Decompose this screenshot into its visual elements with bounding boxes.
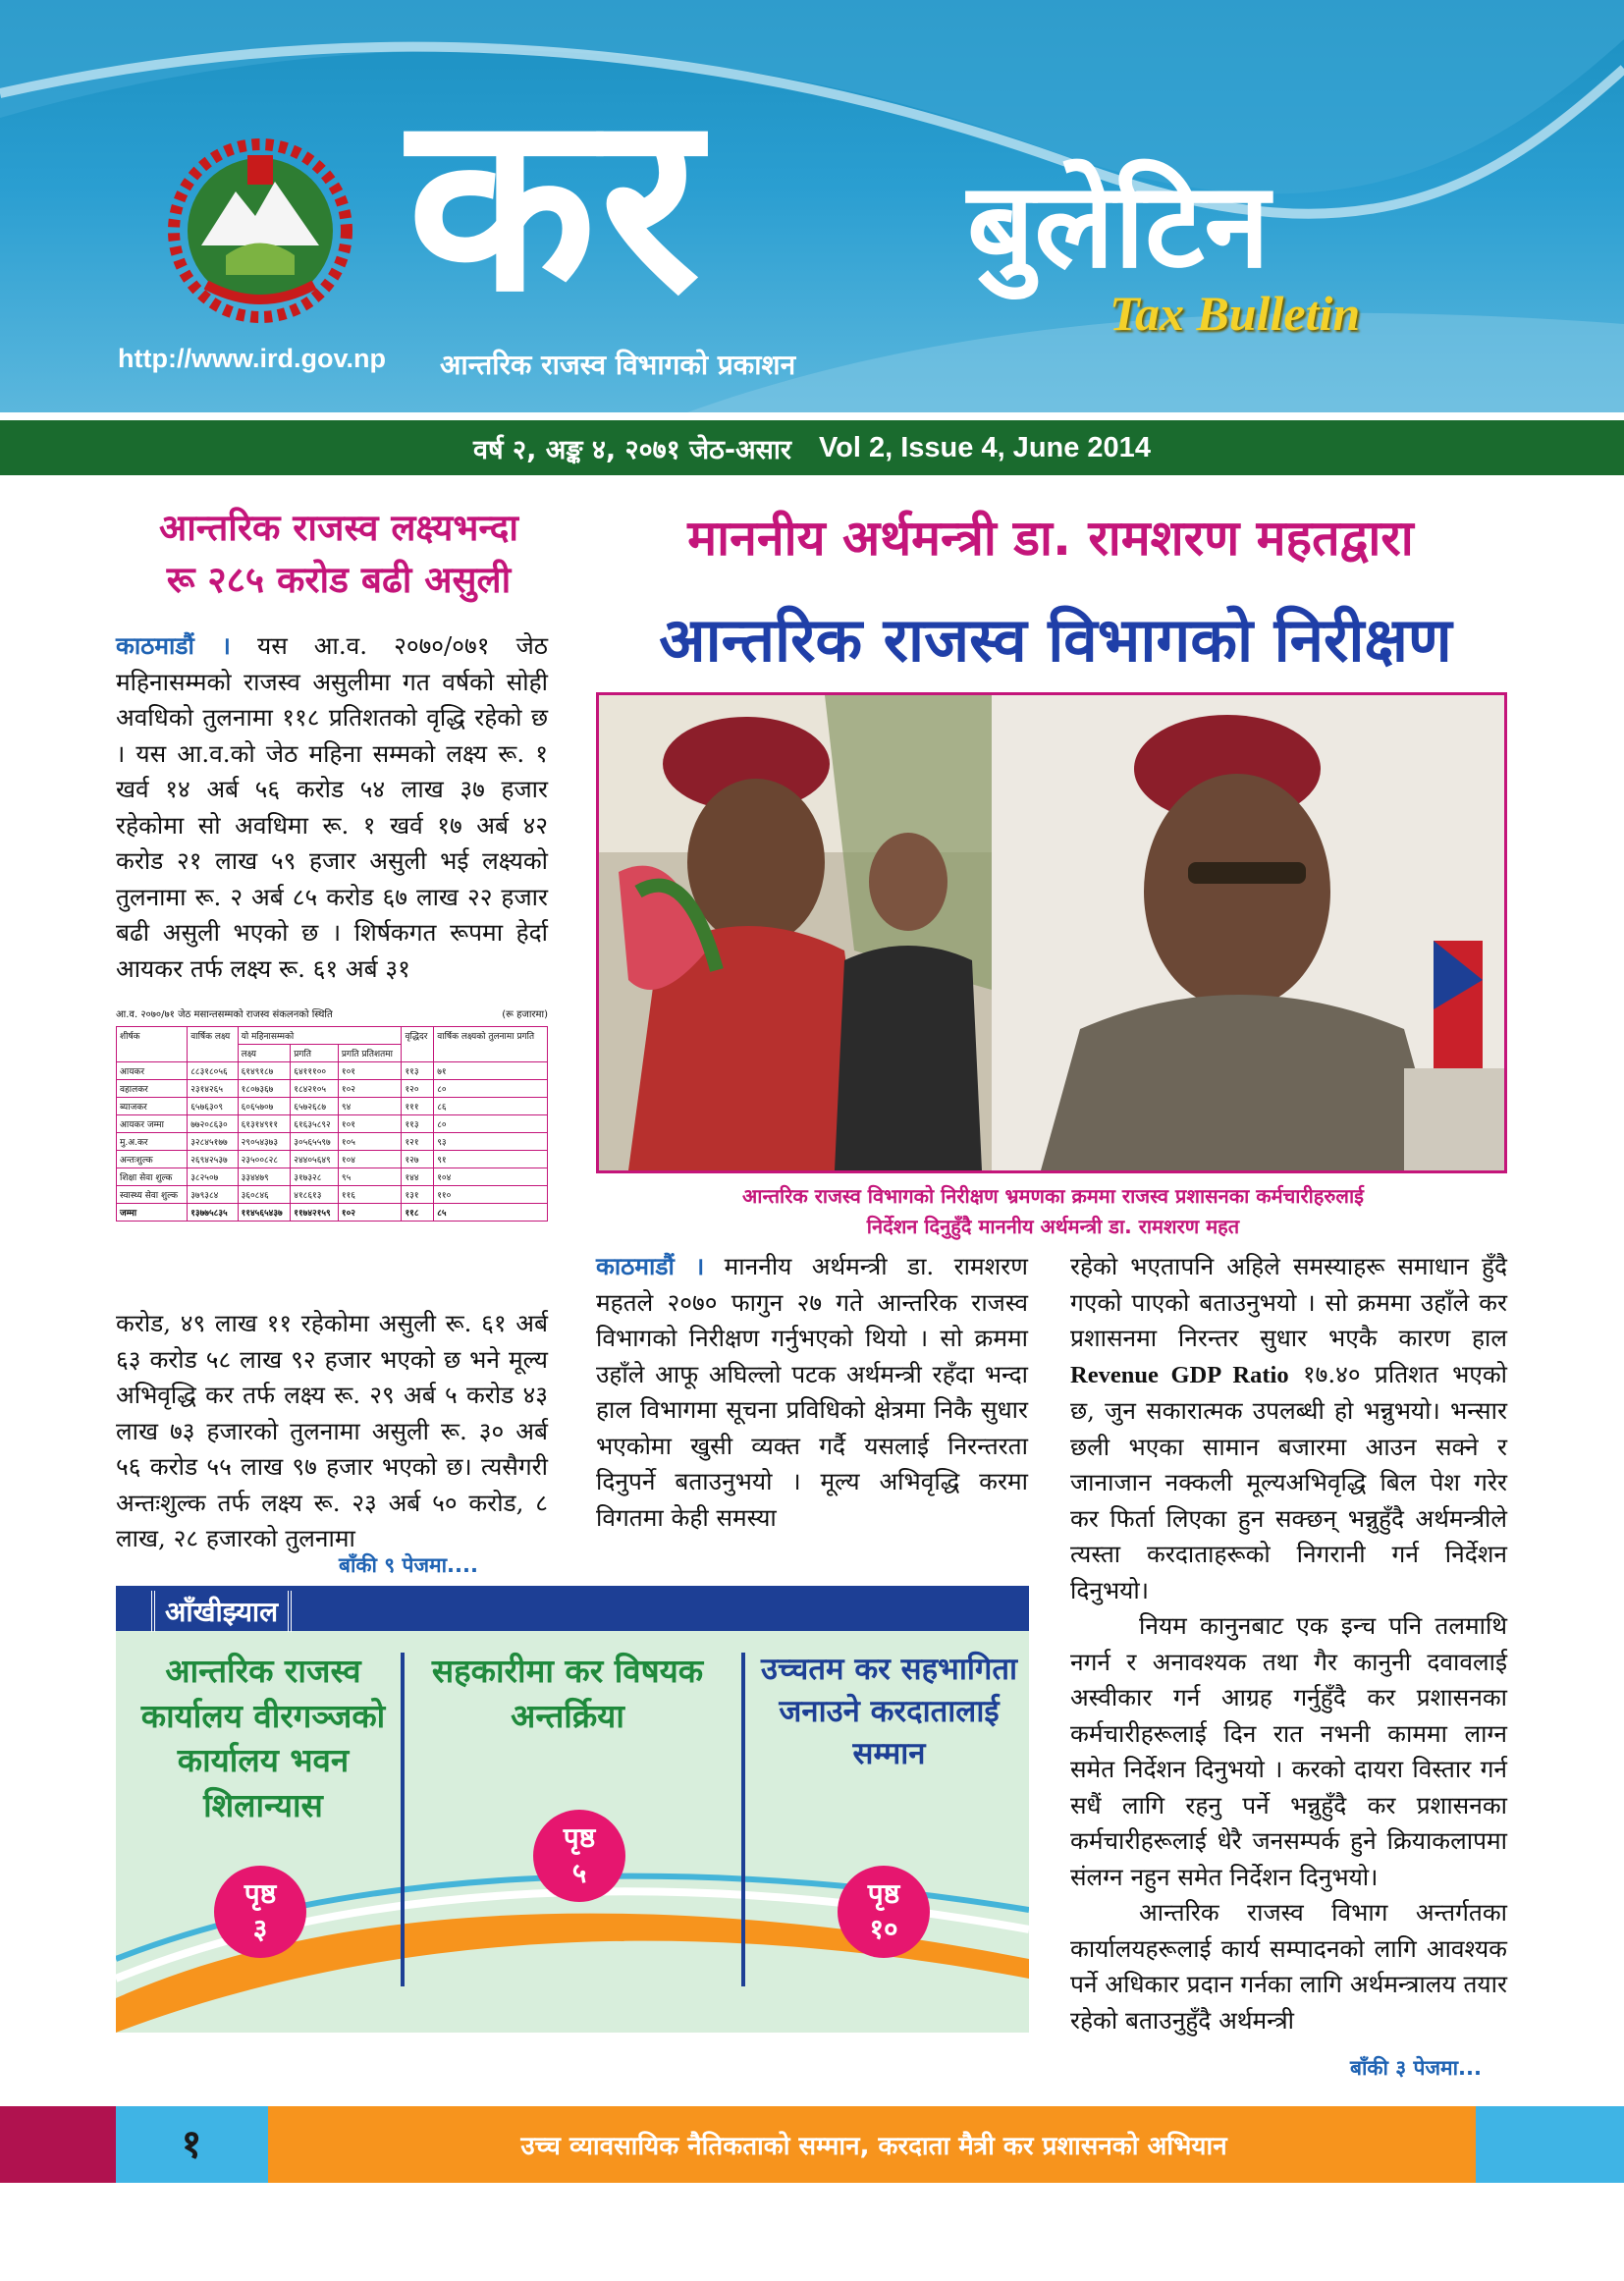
table-cell: ६१६३५८९२ bbox=[291, 1115, 339, 1133]
page-badge-3[interactable] bbox=[214, 1866, 306, 1958]
table-subheader: प्रगति प्रतिशतमा bbox=[338, 1045, 402, 1062]
table-unit: (रू हजारमा) bbox=[502, 1009, 548, 1020]
left-article-body-2 bbox=[116, 1306, 548, 1557]
main-dateline: काठमाडौं । bbox=[596, 1252, 705, 1280]
table-cell: ११६ bbox=[338, 1186, 402, 1204]
table-cell: मु.अ.कर bbox=[117, 1133, 188, 1151]
table-cell: ६०६५७०७ bbox=[238, 1098, 291, 1115]
main-continued-link[interactable]: बाँकी ३ पेजमा... bbox=[1350, 2056, 1482, 2080]
photo-caption-line2: निर्देशन दिनुहुँदै माननीय अर्थमन्त्री डा. रामशरण महत bbox=[866, 1215, 1240, 1238]
table-cell: ८० bbox=[434, 1115, 548, 1133]
table-title: आ.व. २०७०/७१ जेठ मसान्तसम्मको राजस्व संकलनको स्थिति bbox=[116, 1009, 333, 1020]
footer-crimson-segment bbox=[0, 2106, 116, 2183]
photo-caption bbox=[599, 1181, 1507, 1242]
teaser-window bbox=[116, 1586, 1029, 2033]
table-header: शीर्षक bbox=[117, 1027, 188, 1062]
main-headline-line2: आन्तरिक राजस्व विभागको निरीक्षण bbox=[659, 604, 1452, 676]
table-cell: १०२ bbox=[338, 1080, 402, 1098]
table-cell: ११० bbox=[434, 1186, 548, 1204]
table-cell: स्वास्थ्य सेवा शुल्क bbox=[117, 1186, 188, 1204]
table-cell: १२० bbox=[402, 1080, 434, 1098]
masthead-subtitle: बुलेटिन bbox=[967, 156, 1271, 295]
table-cell: ८८३१८०५६ bbox=[188, 1062, 238, 1080]
table-cell: ७१ bbox=[434, 1062, 548, 1080]
table-cell: २३१४२६५ bbox=[188, 1080, 238, 1098]
gdp-ratio-term: Revenue GDP Ratio bbox=[1070, 1361, 1289, 1388]
table-row bbox=[117, 1098, 548, 1115]
issue-english: Vol 2, Issue 4, June 2014 bbox=[818, 431, 1151, 463]
table-cell: १०१ bbox=[338, 1115, 402, 1133]
table-cell: २६९४२५३७ bbox=[188, 1151, 238, 1168]
table-cell: १०२ bbox=[338, 1204, 402, 1222]
table-cell: २९०५४३७३ bbox=[238, 1133, 291, 1151]
table-row bbox=[117, 1080, 548, 1098]
table-cell: १४४ bbox=[402, 1168, 434, 1186]
table-cell: १०४ bbox=[338, 1151, 402, 1168]
table-cell: ११३ bbox=[402, 1062, 434, 1080]
table-header-row bbox=[117, 1027, 548, 1045]
table-cell: १०१ bbox=[338, 1062, 402, 1080]
left-body-text-1: यस आ.व. २०७०/०७१ जेठ महिनासम्मको राजस्व असुलीमा गत वर्षको सोही अवधिको तुलनामा ११८ प्रतिशतको वृद्धि रहेको छ । यस आ.व.को जेठ महिना सम्मको लक्ष्य रू. १ खर्व १४ अर्ब ५६ करोड ५४ लाख ३७ हजार रहेकोमा सो अवधिमा रू. १ खर्व १७ अर्ब ४२ करोड २१ लाख ५९ हजार असुली भई लक्ष्यको तुलनामा रू. २ अर्ब ८५ करोड ६७ लाख २२ हजार बढी असुली भएको छ । शिर्षकगत रूपमा हेर्दा आयकर तर्फ लक्ष्य रू. ६१ अर्ब ३१ bbox=[116, 631, 548, 983]
footer-slogan: उच्च व्यावसायिक नैतिकताको सम्मान, करदाता मैत्री कर प्रशासनको अभियान bbox=[520, 2132, 1227, 2161]
main-body-col2-p3: आन्तरिक राजस्व विभाग अन्तर्गतका कार्यालयहरूलाई कार्य सम्पादनको लागि आवश्यक पर्ने अधिकार प्रदान गर्नका लागि अर्थमन्त्रालय तयार रहेको बताउनुहुँदै अर्थमन्त्री bbox=[1070, 1898, 1507, 2035]
table-cell: १३१ bbox=[402, 1186, 434, 1204]
main-article-col2 bbox=[1070, 1249, 1507, 2038]
table-cell: आयकर bbox=[117, 1062, 188, 1080]
table-cell: ३०५६५५९७ bbox=[291, 1133, 339, 1151]
teaser-divider bbox=[741, 1653, 745, 1986]
table-cell: ३१७३२८ bbox=[291, 1168, 339, 1186]
masthead-english-title: Tax Bulletin bbox=[1110, 286, 1361, 341]
table-row bbox=[117, 1168, 548, 1186]
page-badge-10[interactable] bbox=[838, 1866, 930, 1958]
page-badge-label: पृष्ठ bbox=[244, 1876, 277, 1910]
table-header: वार्षिक लक्ष्य bbox=[188, 1027, 238, 1062]
photo-caption-line1: आन्तरिक राजस्व विभागको निरीक्षण भ्रमणका क्रममा राजस्व प्रशासनका कर्मचारीहरुलाई bbox=[742, 1184, 1364, 1208]
masthead bbox=[0, 0, 1624, 412]
teaser-birgunj[interactable] bbox=[116, 1649, 410, 1827]
nepal-government-emblem-icon bbox=[167, 137, 353, 324]
table-cell: ३६०८४६ bbox=[238, 1186, 291, 1204]
left-dateline: काठमाडौं । bbox=[116, 631, 231, 660]
page-badge-label: पृष्ठ bbox=[867, 1876, 900, 1910]
table-cell: शिक्षा सेवा शुल्क bbox=[117, 1168, 188, 1186]
main-body-col1: माननीय अर्थमन्त्री डा. रामशरण महतले २०७० फागुन २७ गते आन्तरिक राजस्व विभागको निरीक्षण गर्नुभएको थियो । सो क्रममा उहाँले आफू अघिल्लो पटक अर्थमन्त्री रहँदा भन्दा हाल विभागमा सूचना प्रविधिको क्षेत्रमा निकै सुधार भएकोमा खुसी व्यक्त गर्दै यसलाई निरन्तरता दिनुपर्ने बताउनुभयो । मूल्य अभिवृद्धि करमा विगतमा केही समस्या bbox=[596, 1252, 1028, 1532]
table-cell: १११ bbox=[402, 1098, 434, 1115]
website-link[interactable]: http://www.ird.gov.np bbox=[118, 344, 386, 373]
table-row bbox=[117, 1115, 548, 1133]
table-body bbox=[117, 1062, 548, 1222]
table-subheader: लक्ष्य bbox=[238, 1045, 291, 1062]
table-cell: २४४०५६४९ bbox=[291, 1151, 339, 1168]
table-cell: ७७२०८६३० bbox=[188, 1115, 238, 1133]
page-badge-label: पृष्ठ bbox=[563, 1820, 596, 1854]
table-cell: ११७४२१५९ bbox=[291, 1204, 339, 1222]
page-number: १ bbox=[181, 2122, 202, 2167]
table-cell: अन्तःशुल्क bbox=[117, 1151, 188, 1168]
table-cell: १२७ bbox=[402, 1151, 434, 1168]
main-body-col2-p1 bbox=[1070, 1249, 1507, 1608]
table-cell: ११४५६५४३७ bbox=[238, 1204, 291, 1222]
teaser-divider bbox=[401, 1653, 405, 1986]
table-row bbox=[117, 1133, 548, 1151]
issue-bar bbox=[0, 420, 1624, 475]
page-badge-number: ५ bbox=[571, 1857, 587, 1889]
table-header: यो महिनासम्मको bbox=[238, 1027, 402, 1045]
revenue-table-caption bbox=[116, 1006, 548, 1020]
table-cell: ९१ bbox=[434, 1151, 548, 1168]
main-body-col2-p2: नियम कानुनबाट एक इन्च पनि तलमाथि नगर्न र अनावश्यक तथा गैर कानुनी दवावलाई अस्वीकार गर्न आग्रह गर्नुहुँदै कर प्रशासनका कर्मचारीहरूलाई दिन रात नभनी काममा लाग्न समेत निर्देशन दिनुभयो । करको दायरा विस्तार गर्न सधैं लागि रहनु पर्ने भन्नुहुँदै कर प्रशासनका कर्मचारीहरूलाई धेरै जनसम्पर्क हुने क्रियाकलापमा संलग्न नहुन समेत निर्देशन दिनुभयो। bbox=[1070, 1611, 1507, 1891]
table-cell: ९३ bbox=[434, 1133, 548, 1151]
table-subheader: प्रगति bbox=[291, 1045, 339, 1062]
table-row bbox=[117, 1151, 548, 1168]
table-cell: ८० bbox=[434, 1080, 548, 1098]
table-row bbox=[117, 1062, 548, 1080]
revenue-table bbox=[116, 1026, 548, 1222]
window-title: आँखीझ्याल bbox=[151, 1591, 292, 1632]
table-cell: ६५७२६८७ bbox=[291, 1098, 339, 1115]
left-body-text-2: करोड, ४९ लाख ११ रहेकोमा असुली रू. ६१ अर्ब ६३ करोड ५८ लाख ९२ हजार भएको छ भने मूल्य अभिवृद्धि कर तर्फ लक्ष्य रू. २९ अर्ब ५ करोड ४३ लाख ७३ हजारको तुलनामा असुली रू. ३० अर्ब ५६ करोड ५५ लाख ९७ हजार भएको छ। त्यसैगरी अन्तःशुल्क तर्फ लक्ष्य रू. २३ अर्ब ५० करोड, ८ लाख, २८ हजारको तुलनामा bbox=[116, 1309, 548, 1552]
teaser-title: आन्तरिक राजस्व कार्यालय वीरगञ्जको कार्यालय भवन शिलान्यास bbox=[140, 1652, 386, 1824]
teaser-title: उच्चतम कर सहभागिता जनाउने करदातालाई सम्मान bbox=[760, 1652, 1018, 1771]
main-body-col2-p1-a: रहेको भएतापनि अहिले समस्याहरू समाधान हुँदै गएको पाएको बताउनुभयो । सो क्रममा उहाँले कर प्रशासनमा निरन्तर सुधार भएकै कारण हाल bbox=[1070, 1252, 1507, 1352]
photo-illustration bbox=[599, 695, 1504, 1170]
table-cell: ३२८४५१७७ bbox=[188, 1133, 238, 1151]
page-badge-5[interactable] bbox=[533, 1810, 625, 1902]
table-cell: ६४१११०० bbox=[291, 1062, 339, 1080]
table-cell: ६१४९१८७ bbox=[238, 1062, 291, 1080]
table-header: वार्षिक लक्ष्यको तुलनामा प्रगति bbox=[434, 1027, 548, 1062]
table-cell: वहालकर bbox=[117, 1080, 188, 1098]
main-body-col2-p1-b: १७.४० प्रतिशत भएको छ, जुन सकारात्मक उपलब्धी हो भन्नुभयो। भन्सार छली भएका सामान बजारमा आउन सक्ने र जानाजान नक्कली मूल्यअभिवृद्धि बिल पेश गरेर कर फिर्ता लिएका हुन सक्छन् भन्नुहुँदै अर्थमन्त्रीले त्यस्ता करदाताहरूको निगरानी गर्न निर्देशन दिनुभयो। bbox=[1070, 1359, 1508, 1604]
table-cell: १२१ bbox=[402, 1133, 434, 1151]
left-article-headline bbox=[108, 503, 569, 606]
left-article-body-1 bbox=[116, 628, 548, 987]
masthead-title: कर bbox=[407, 57, 705, 346]
left-continued-link[interactable]: बाँकी ९ पेजमा.... bbox=[339, 1553, 478, 1577]
teaser-honour[interactable] bbox=[749, 1649, 1029, 1774]
left-headline-line2: रू २८५ करोड बढी असुली bbox=[166, 558, 512, 601]
table-cell: ११३ bbox=[402, 1115, 434, 1133]
table-cell: ६१३१४९११ bbox=[238, 1115, 291, 1133]
publisher-label: आन्तरिक राजस्व विभागको प्रकाशन bbox=[440, 349, 796, 381]
page-badge-number: ३ bbox=[252, 1913, 268, 1945]
table-cell: १८०७३६७ bbox=[238, 1080, 291, 1098]
teaser-title: सहकारीमा कर विषयक अन्तर्क्रिया bbox=[431, 1652, 704, 1735]
table-cell: ९४ bbox=[338, 1098, 402, 1115]
table-cell: आयकर जम्मा bbox=[117, 1115, 188, 1133]
table-cell: ३८२५०७ bbox=[188, 1168, 238, 1186]
table-cell: जम्मा bbox=[117, 1204, 188, 1222]
main-article-col1 bbox=[596, 1249, 1028, 1536]
table-cell: ८६ bbox=[434, 1098, 548, 1115]
table-cell: ८५ bbox=[434, 1204, 548, 1222]
table-cell: १०५ bbox=[338, 1133, 402, 1151]
table-header: वृद्धिदर bbox=[402, 1027, 434, 1062]
main-headline-line1: माननीय अर्थमन्त्री डा. रामशरण महतद्वारा bbox=[687, 510, 1414, 567]
issue-nepali: वर्ष २, अङ्क ४, २०७१ जेठ-असार bbox=[473, 434, 791, 465]
table-cell: ब्याजकर bbox=[117, 1098, 188, 1115]
table-cell: ६५७६३०९ bbox=[188, 1098, 238, 1115]
table-cell: ४१८६१३ bbox=[291, 1186, 339, 1204]
table-cell: ३७९३८४ bbox=[188, 1186, 238, 1204]
footer-cyan-segment-right bbox=[1476, 2106, 1624, 2183]
article-photo bbox=[596, 692, 1507, 1173]
table-cell: १३७७५८३५ bbox=[188, 1204, 238, 1222]
page-badge-number: १० bbox=[869, 1913, 898, 1945]
table-cell: १८४२१०५ bbox=[291, 1080, 339, 1098]
table-cell: ११८ bbox=[402, 1204, 434, 1222]
table-cell: २३५००८२८ bbox=[238, 1151, 291, 1168]
left-headline-line1: आन्तरिक राजस्व लक्ष्यभन्दा bbox=[158, 507, 518, 549]
table-cell: ३३४४७९ bbox=[238, 1168, 291, 1186]
table-row bbox=[117, 1186, 548, 1204]
table-cell: ९५ bbox=[338, 1168, 402, 1186]
table-cell: १०४ bbox=[434, 1168, 548, 1186]
table-row bbox=[117, 1204, 548, 1222]
teaser-cooperative[interactable] bbox=[415, 1649, 720, 1738]
